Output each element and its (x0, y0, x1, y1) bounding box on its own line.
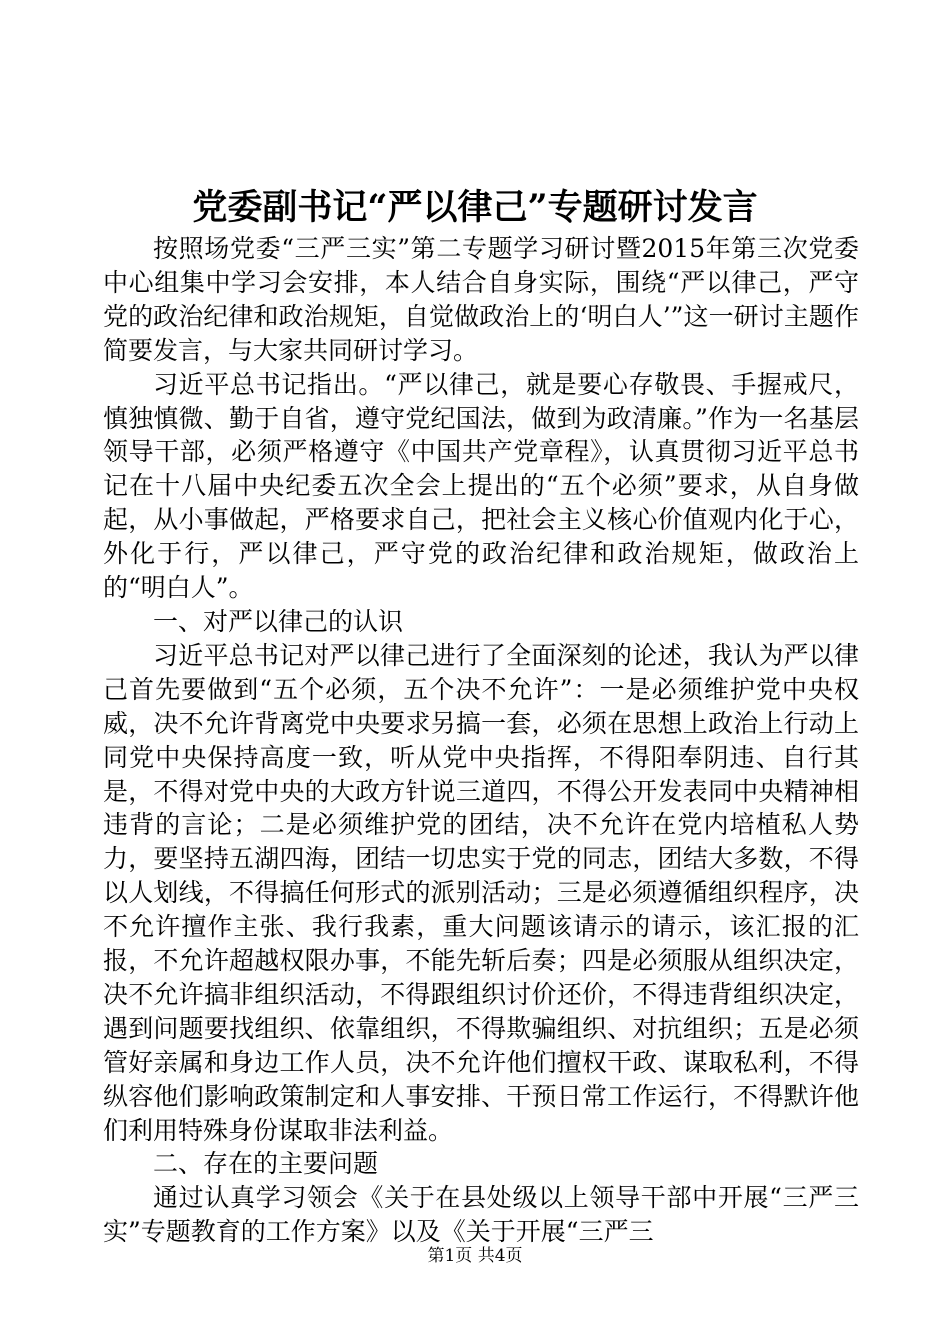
paragraph-intro: 按照场党委“三严三实”第二专题学习研讨暨2015年第三次党委中心组集中学习会安排，本人结合自身实际，围绕“严以律己，严守党的政治纪律和政治规矩，自觉做政治上的‘明白人’”这一研讨主题作简要发言，与大家共同研讨学习。 (103, 234, 859, 365)
section-heading-2: 二、存在的主要问题 (153, 1149, 379, 1179)
paragraph-problems: 通过认真学习领会《关于在县处级以上领导干部中开展“三严三实”专题教育的工作方案》以及《关于开展“三严三 (103, 1183, 859, 1247)
document-body (103, 232, 859, 1249)
document-title: 党委副书记“严以律己”专题研讨发言 (192, 187, 758, 228)
paragraph-understanding: 习近平总书记对严以律己进行了全面深刻的论述，我认为严以律己首先要做到“五个必须，五个决不允许”：一是必须维护党中央权威，决不允许背离党中央要求另搞一套，必须在思想上政治上行动上同党中央保持高度一致，听从党中央指挥，不得阳奉阴违、自行其是，不得对党中央的大政方针说三道四，不得公开发表同中央精神相违背的言论；二是必须维护党的团结，决不允许在党内培植私人势力，要坚持五湖四海，团结一切忠实于党的同志，团结大多数，不得以人划线，不得搞任何形式的派别活动；三是必须遵循组织程序，决不允许擅作主张、我行我素，重大问题该请示的请示，该汇报的汇报，不允许超越权限办事，不能先斩后奏；四是必须服从组织决定，决不允许搞非组织活动，不得跟组织讨价还价，不得违背组织决定，遇到问题要找组织、依靠组织，不得欺骗组织、对抗组织；五是必须管好亲属和身边工作人员，决不允许他们擅权干政、谋取私利，不得纵容他们影响政策制定和人事安排、干预日常工作运行，不得默许他们利用特殊身份谋取非法利益。 (103, 640, 859, 1145)
paragraph-quote: 习近平总书记指出。“严以律己，就是要心存敬畏、手握戒尺，慎独慎微、勤于自省，遵守党纪国法，做到为政清廉。”作为一名基层领导干部，必须严格遵守《中国共产党章程》，认真贯彻习近平总书记在十八届中央纪委五次全会上提出的“五个必须”要求，从自身做起，从小事做起，严格要求自己，把社会主义核心价值观内化于心，外化于行，严以律己，严守党的政治纪律和政治规矩，做政治上的“明白人”。 (103, 369, 859, 603)
page-number-footer: 第1页 共4页 (427, 1246, 523, 1266)
section-heading-1: 一、对严以律己的认识 (153, 606, 404, 636)
